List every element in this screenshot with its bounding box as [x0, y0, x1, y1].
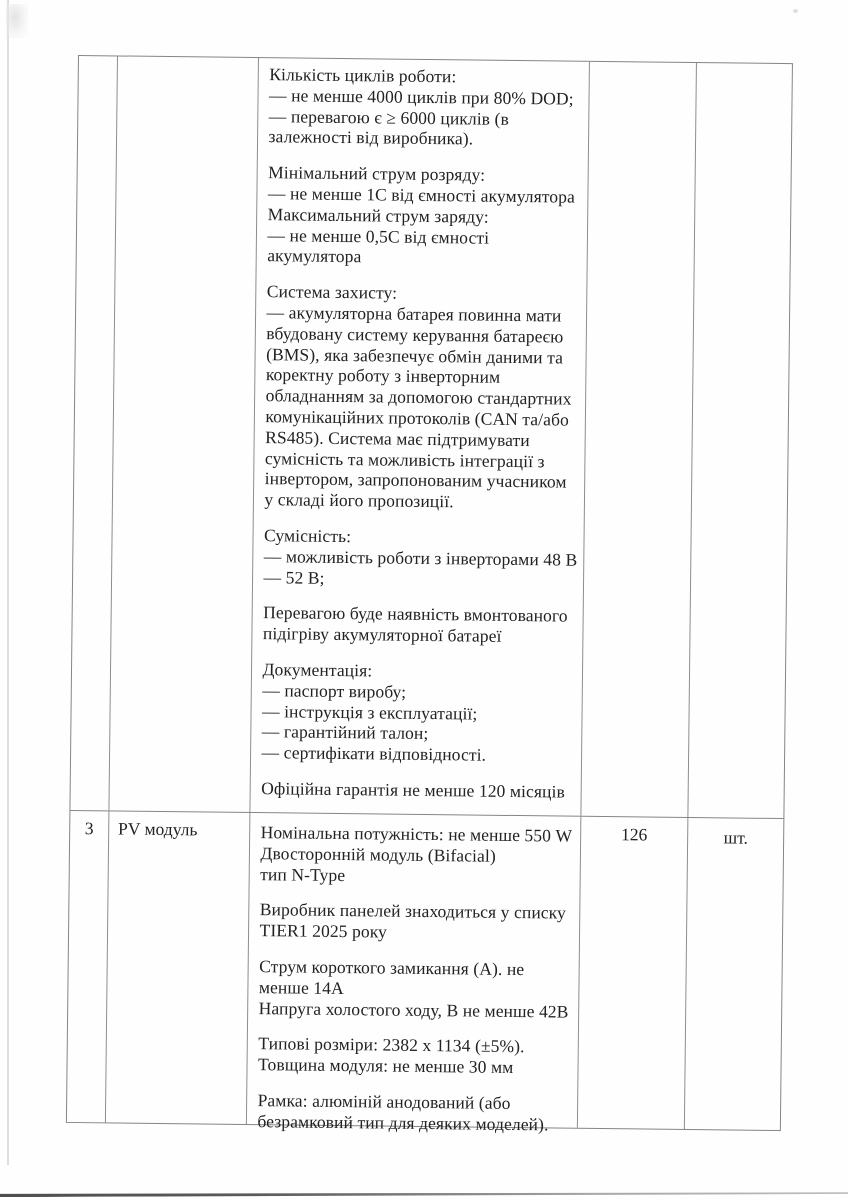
spec-paragraph-electrical: Струм короткого замикання (А). не менше 14А Напруга холостого ходу, В не менше 42В [258, 956, 569, 1022]
spec-paragraph-dimensions: Типові розміри: 2382 x 1134 (±5%). Товщина модуля: не менше 30 мм [257, 1033, 525, 1078]
spec-paragraph-power: Номінальна потужність: не менше 550 W Двосторонній модуль (Bifacial) тип N-Type [260, 822, 573, 885]
specification-table [66, 55, 793, 1135]
spec-paragraph-frame: Рамка: алюміній анодований (або безрамковий тип для деяких моделей). [257, 1090, 549, 1135]
spec-paragraph-documentation: Документація: — паспорт виробу; — інструкція з експлуатації; — гарантійний талон; — сертифікати відповідності. [261, 659, 487, 765]
scan-edge-line-artifact [7, 0, 9, 1165]
spec-paragraph-current: Мінімальний струм розряду: — не менше 1С від ємності акумулятора Максимальний струм заряду: — не менше 0,5С від ємності акумулятора [267, 162, 576, 267]
unit-cell: шт. [723, 827, 749, 848]
item-name-cell: PV модуль [106, 811, 250, 1124]
specification-cell [246, 813, 581, 1135]
quantity-cell [581, 62, 697, 817]
spec-paragraph-tier1: Виробник панелей знаходиться у списку TIER1 2025 року [259, 899, 567, 942]
specification-cell [250, 58, 590, 816]
spec-paragraph-compatibility: Сумісність: — можливість роботи з інверторами 48 В — 52 В; [263, 525, 578, 588]
spec-paragraph-heating-advantage: Перевагою буде наявність вмонтованого підігріву акумуляторної батареї [262, 602, 568, 646]
scan-bottom-shadow-artifact [0, 1191, 848, 1197]
item-name-cell [109, 56, 258, 812]
spec-paragraph-protection-bms: Система захисту: — акумуляторна батарея повинна мати вбудовану систему керування батареєю (BMS), яка забезпечує обмін даними та коректну роботу з інверторним обладнанням за допомогою стандартних комунікаційних протоколів (CAN та/або RS485). Система має підтримувати сумісність та можливість інтеграції з інвертором, запропонованим учасником у складі його пропозиції. [264, 281, 572, 512]
spec-paragraph-cycles: Кількість циклів роботи: — не менше 4000 циклів при 80% DOD; — перевагою є ≥ 6000 циклів (в залежності від виробника). [268, 64, 574, 149]
scan-corner-smudge-artifact [6, 4, 28, 38]
row-number-cell: 3 [67, 811, 109, 1122]
table-row-battery-continuation [70, 56, 792, 818]
unit-cell [689, 63, 792, 818]
quantity-cell: 126 [577, 817, 688, 1129]
table-row-pv-module [67, 810, 783, 1135]
spec-paragraph-warranty: Офіційна гарантія не менше 120 місяців [261, 778, 566, 802]
scan-speck-artifact [793, 9, 798, 13]
